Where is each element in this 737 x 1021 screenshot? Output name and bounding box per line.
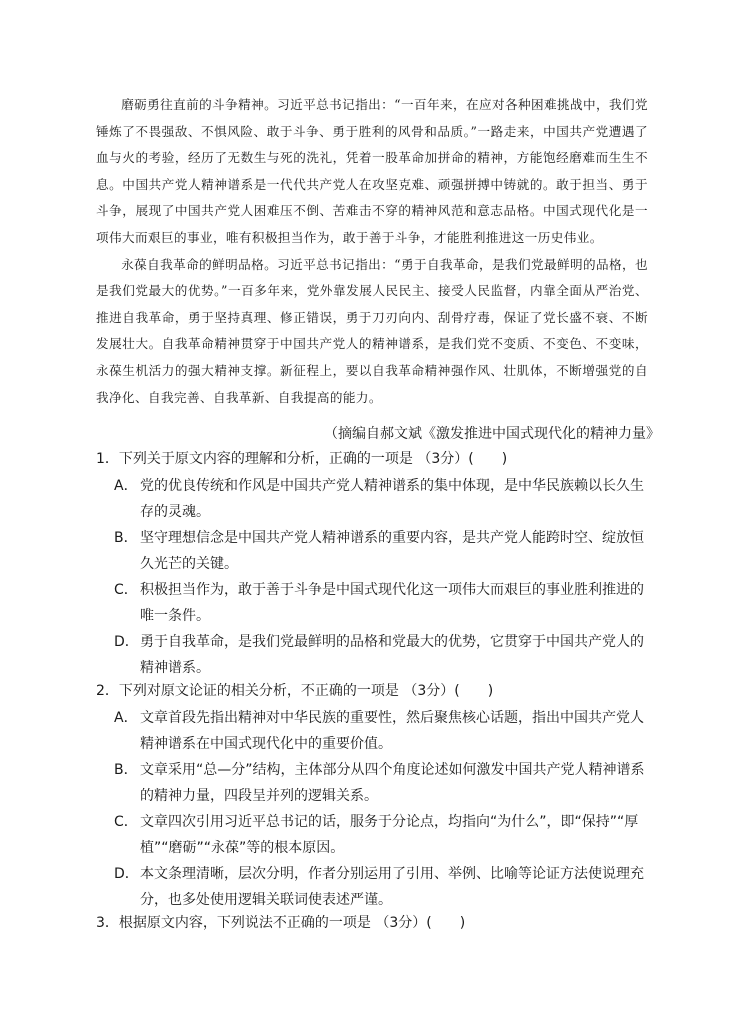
option-text: 积极担当作为，敢于善于斗争是中国式现代化这一项伟大而艰巨的事业胜利推进的唯一条件。 [140,582,644,624]
question-1-option-b [114,525,654,577]
question-1-option-d [114,629,654,681]
question-1-option-c [114,577,654,629]
option-label: C． [114,582,138,598]
option-label: A． [114,710,138,726]
question-1-stem: 1．下列关于原文内容的理解和分析，正确的一项是 （3分）( ) [96,451,508,467]
option-text: 坚守理想信念是中国共产党人精神谱系的重要内容，是共产党人能跨时空、绽放恒久光芒的关键。 [140,530,644,572]
passage-paragraph-1: 磨砺勇往直前的斗争精神。习近平总书记指出：“一百年来，在应对各种困难挑战中，我们党锤炼了不畏强敌、不惧风险、敢于斗争、勇于胜利的风骨和品质。”一路走来，中国共产党遭遇了血与火的考验，经历了无数生与死的洗礼，凭着一股革命加拼命的精神，方能饱经磨难而生生不息。中国共产党人精神谱系是一代代共产党人在攻坚克难、顽强拼搏中铸就的。敢于担当、勇于斗争，展现了中国共产党人困难压不倒、苦难击不穿的精神风范和意志品格。中国式现代化是一项伟大而艰巨的事业，唯有积极担当作为，敢于善于斗争，才能胜利推进这一历史伟业。 [96,97,648,245]
passage-paragraph-2: 永葆自我革命的鲜明品格。习近平总书记指出：“勇于自我革命，是我们党最鲜明的品格，也是我们党最大的优势。”一百多年来，党外靠发展人民民主、接受人民监督，内靠全面从严治党、推进自我革命，勇于坚持真理、修正错误，勇于刀刃向内、刮骨疗毒，保证了党长盛不衰、不断发展壮大。自我革命精神贯穿于中国共产党人的精神谱系，是我们党不变质、不变色、不变味，永葆生机活力的强大精神支撑。新征程上，要以自我革命精神强作风、壮肌体，不断增强党的自我净化、自我完善、自我革新、自我提高的能力。 [96,256,648,405]
question-2-option-b [114,757,654,809]
question-2-option-a [114,705,654,757]
question-3-stem: 3．根据原文内容，下列说法不正确的一项是 （3分）( ) [96,915,466,931]
option-text: 文章四次引用习近平总书记的话，服务于分论点，均指向“为什么”，即“保持”“厚植”“磨砺”“永葆”等的根本原因。 [140,814,639,856]
option-label: B． [114,762,138,778]
option-label: B． [114,530,138,546]
question-2-option-d [114,861,654,913]
option-text: 勇于自我革命，是我们党最鲜明的品格和党最大的优势，它贯穿于中国共产党人的精神谱系。 [140,634,644,676]
question-2-stem: 2．下列对原文论证的相关分析，不正确的一项是 （3分）( ) [96,683,494,699]
option-label: D． [114,866,139,882]
option-text: 文章采用“总—分”结构，主体部分从四个角度论述如何激发中国共产党人精神谱系的精神力量，四段呈并列的逻辑关系。 [140,762,645,804]
option-label: D． [114,634,139,650]
passage-body [96,92,648,411]
option-text: 本文条理清晰，层次分明，作者分别运用了引用、举例、比喻等论证方法使说理充分，也多处使用逻辑关联词使表述严谨。 [140,866,644,908]
question-2-option-c [114,809,654,861]
source-citation: （摘编自郝文斌《激发推进中国式现代化的精神力量》 [324,426,660,442]
option-text: 文章首段先指出精神对中华民族的重要性，然后聚焦核心话题，指出中国共产党人精神谱系在中国式现代化中的重要价值。 [140,710,644,752]
question-1-option-a [114,473,654,525]
option-label: C． [114,814,138,830]
option-text: 党的优良传统和作风是中国共产党人精神谱系的集中体现，是中华民族赖以长久生存的灵魂。 [140,478,644,520]
option-label: A． [114,478,138,494]
